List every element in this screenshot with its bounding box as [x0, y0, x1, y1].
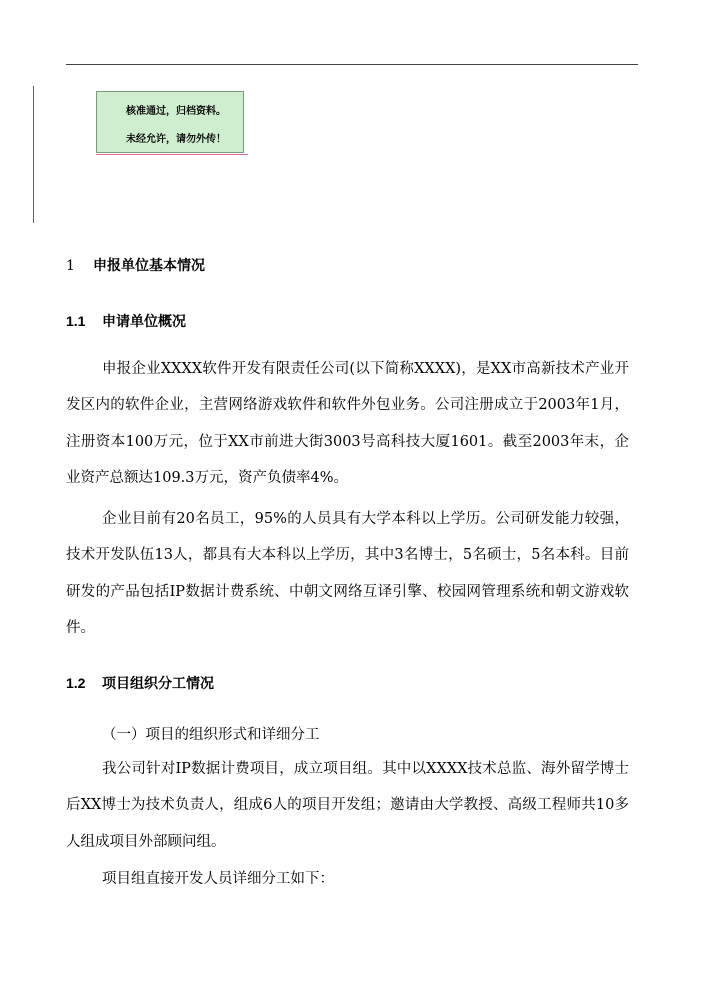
approval-stamp	[96, 91, 244, 153]
paragraph-project-team: 我公司针对IP数据计费项目，成立项目组。其中以XXXX技术总监、海外留学博士后XX博士为技术负责人，组成6人的项目开发组；邀请由大学教授、高级工程师共10多人组成项目外部顾问组。	[66, 761, 629, 850]
section-1-2-heading	[66, 673, 214, 693]
stamp-underline	[96, 154, 248, 155]
section-1-2-number: 1.2	[66, 675, 86, 691]
paragraph-division-intro: 项目组直接开发人员详细分工如下：	[102, 871, 334, 887]
section-1-1-heading	[66, 311, 186, 331]
subheading-organization: （一）项目的组织形式和详细分工	[102, 727, 320, 743]
section-1-title: 申报单位基本情况	[93, 258, 205, 274]
section-1-number: 1	[66, 258, 75, 274]
section-1-2-title: 项目组织分工情况	[102, 676, 214, 692]
stamp-line-approved: 核准通过，归档资料。	[126, 106, 226, 117]
paragraph-company-overview: 申报企业XXXX软件开发有限责任公司(以下简称XXXX)，是XX市高新技术产业开发区内的软件企业，主营网络游戏软件和软件外包业务。公司注册成立于2003年1月，注册资本100万元，位于XX市前进大街3003号高科技大厦1601。截至2003年末，企业资产总额达109.3万元，资产负债率4%。	[66, 361, 629, 487]
section-1-1-number: 1.1	[66, 313, 86, 329]
header-rule	[66, 64, 638, 65]
margin-bar	[33, 86, 34, 223]
stamp-line-confidential: 未经允许，请勿外传！	[126, 134, 226, 145]
section-1-1-title: 申请单位概况	[102, 314, 186, 330]
paragraph-staff-overview: 企业目前有20名员工，95%的人员具有大学本科以上学历。公司研发能力较强，技术开发队伍13人，都具有大本科以上学历，其中3名博士，5名硕士，5名本科。目前研发的产品包括IP数据计费系统、中朝文网络互译引擎、校园网管理系统和朝文游戏软件。	[66, 511, 629, 637]
section-1-heading	[66, 255, 205, 275]
